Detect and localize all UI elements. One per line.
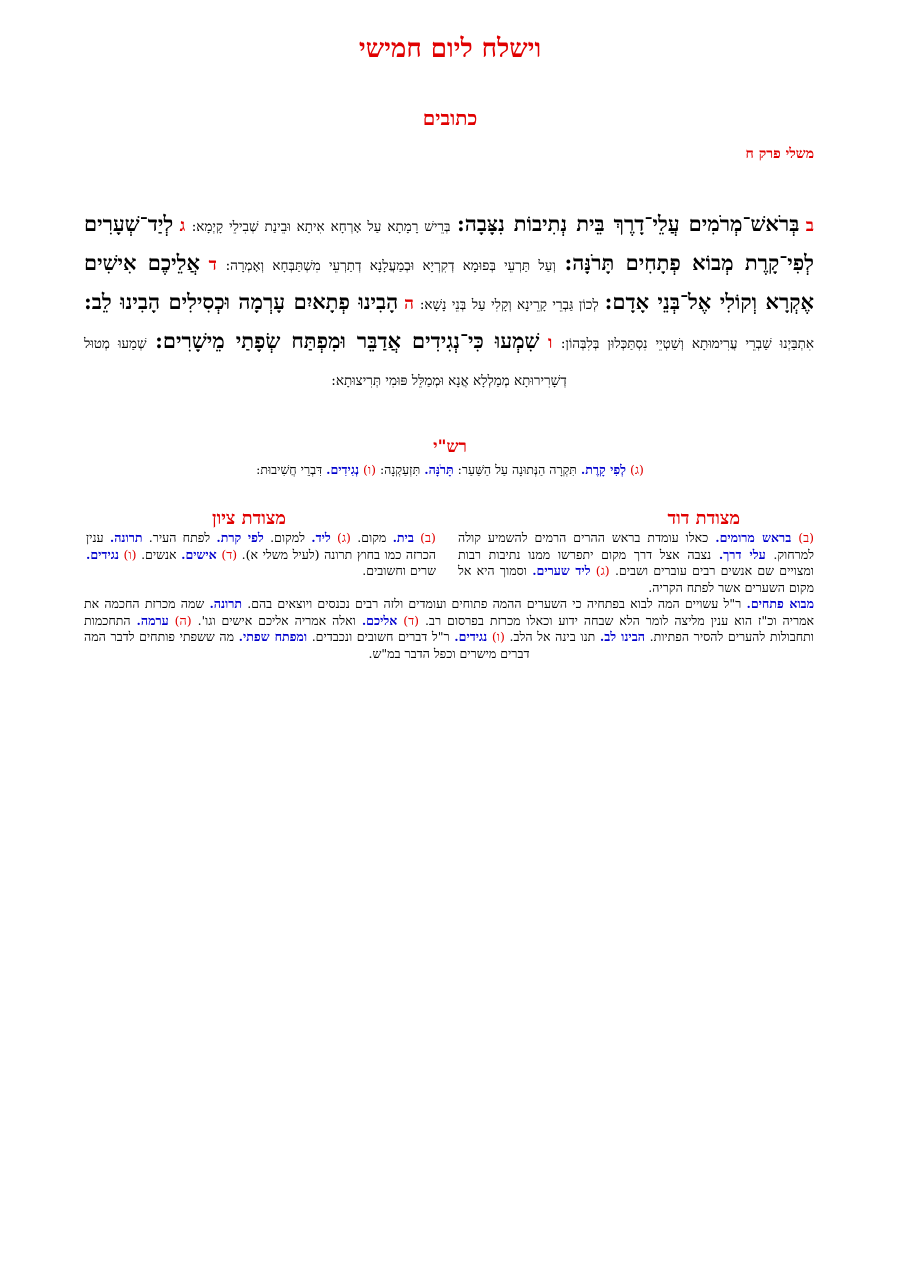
verses-block: [84, 206, 814, 399]
dibur-hamatchil: עלי דרך.: [718, 546, 766, 562]
dibur-hamatchil: מבוא פתחים.: [746, 596, 814, 611]
dibur-hamatchil: ומפתח שפתי.: [238, 629, 308, 644]
ref-number: (ג): [629, 462, 644, 477]
commentary-text: תִּזְעַקְנָה:: [379, 462, 421, 477]
verse-number: ה: [404, 294, 414, 314]
ref-number: (ג): [337, 530, 351, 545]
targum-text: אִתְבַּיְנוּ שַׁבְרֵי עֲרִימוּתָא וְשַׁטְיֵי נִסְתַּכְּלוּן בְּלִבְּהוֹן:: [560, 336, 814, 352]
rashi-commentary: [0, 462, 900, 478]
commentary-text: תנו בינה אל הלב.: [509, 629, 596, 644]
verse-number: ב: [805, 216, 814, 236]
section-heading: כתובים: [422, 106, 478, 130]
targum-text: לְכוֹן גַּבְרֵי קָרֵינָא וְקָלִי עַל בְּנֵי נָשָׁא:: [419, 297, 599, 313]
commentary-text: ואלה אמריה אליכם אישים וגו'.: [197, 612, 356, 628]
ref-number: (ו): [491, 629, 505, 644]
commentary-text: לפתח העיר.: [148, 530, 211, 545]
metzudat-zion-heading: מצודת ציון: [212, 508, 286, 529]
commentary-text: תִּקְרָה הַנְּתוּנָה עַל הַשַּׁעַר:: [457, 462, 577, 477]
commentary-text: התחכמות ותחבולות להערים להסיר הפתיות.: [84, 612, 814, 644]
commentary-text: מה ששפתי פותחים לדבר המה דברים מישרים וכפל הדבר במ"ש.: [84, 629, 530, 661]
dibur-hamatchil: בראש מרומים.: [715, 530, 792, 545]
ref-number: (ו): [123, 546, 137, 562]
commentary-text: ענין הכרזה כמו בחוץ תרונה (לעיל משלי א).: [86, 530, 436, 562]
commentary-text: נצבה אצל דרך מקום יתפרשו ממנו נתיבות רבות ומצויים שם אנשים רבים עוברים ושבים.: [458, 546, 815, 578]
rashi-heading: רש"י: [433, 437, 467, 457]
commentary-text: שרים וחשובים.: [362, 563, 436, 578]
ref-number: (ג): [595, 563, 610, 578]
commentary-text: כאלו עומדת בראש ההרים הרמים להשמיע קולה למרחוק.: [458, 530, 814, 562]
dibur-hamatchil: ליד שערים.: [532, 563, 591, 578]
targum-text: שְׁמַעוּ מְטוּל דְשָׁרִירוּתָא מְמַלְלָא אֲנָא וּמְמַלֵּל פּוּמִי תְּרִיצוּתָא:: [84, 336, 567, 389]
verse-text: לְיַד־שְׁעָרִים לְפִי־קָרֶת מְבוֹא פְתָחִים תָּרֹנָּה:: [84, 211, 814, 275]
ref-number: (ו): [363, 462, 376, 477]
dibur-hamatchil: בית.: [392, 530, 414, 545]
verse-text: בְּרֹאשׁ־מְרֹמִים עֲלֵי־דָרֶךְ בֵּית נְתִיבוֹת נִצָּבָה:: [457, 211, 800, 236]
commentary-text: דִּבְרֵי חֲשִׁיבוּת:: [256, 462, 323, 477]
metzudat-david-heading: מצודת דוד: [667, 508, 740, 529]
dibur-hamatchil: נגידים.: [86, 546, 119, 562]
ref-number: (ד): [221, 546, 238, 562]
ref-number: (ד): [403, 612, 419, 628]
ref-number: (ב): [420, 530, 436, 545]
metzudat-zion-column: [86, 530, 436, 580]
commentary-text: ר"ל עשויים המה לבוא בפתחיה כי השערים ההמה פתוחים ועומדים ולזה רבים נכנסים ויוצאים בהם.: [247, 596, 742, 611]
commentary-text: וסמוך היא אל מקום השערים אשר לפתח הקריה.: [458, 563, 814, 595]
dibur-hamatchil: לפי קרת.: [216, 530, 264, 545]
verse-text: אֲלֵיכֶם אִישִׁים אֶקְרָא וְקוֹלִי אֶל־בְּנֵי אָדָם:: [84, 250, 814, 314]
dibur-hamatchil: הבינו לב.: [599, 629, 645, 644]
verse-text: הָבִינוּ פְתָאיִם עָרְמָה וּכְסִילִים הָבִינוּ לֵב:: [84, 289, 399, 314]
commentary-text: מקום.: [357, 530, 387, 545]
dibur-hamatchil: אליכם.: [361, 612, 398, 628]
metzudat-david-column: [458, 530, 814, 596]
commentary-text: ר"ל דברים חשובים ונכבדים.: [311, 629, 450, 644]
metzudat-david-continued: [84, 596, 814, 662]
dibur-hamatchil: לְפִי קָרֶת.: [580, 462, 626, 477]
commentary-text: למקום.: [270, 530, 305, 545]
verse: [84, 328, 567, 389]
dibur-hamatchil: תרונה.: [209, 596, 243, 611]
chapter-label: משלי פרק ח: [745, 146, 814, 162]
dibur-hamatchil: ערמה.: [136, 612, 169, 628]
targum-text: בְּרֵישׁ רָמָתָא עַל אָרְחָא אִיתָא וּבֵינַת שְׁבִילֵי קָיְמָא:: [191, 219, 451, 235]
targum-text: וְעַל תַּרְעֵי בְּפוּמָא דְקִרְיָא וּבְמַעֲלָנָא דְתַרְעֵי מִשְׁתַּבְּחָא וְאָמְרָה:: [225, 258, 556, 274]
dibur-hamatchil: תרונה.: [109, 530, 143, 545]
dibur-hamatchil: נְגִידִים.: [326, 462, 360, 477]
ref-number: (ב): [798, 530, 814, 545]
verse-number: ו: [547, 333, 553, 353]
verse: [191, 211, 814, 236]
ref-number: (ה): [174, 612, 192, 628]
verse-number: ד: [208, 255, 217, 275]
verse-number: ג: [179, 216, 186, 236]
dibur-hamatchil: נגידים.: [454, 629, 488, 644]
verse-text: שִׁמְעוּ כִּי־נְגִידִים אֲדַבֵּר וּמִפְתַּח שְׂפָתַי מֵישָׁרִים:: [155, 328, 540, 353]
dibur-hamatchil: תָּרֹנָּה.: [424, 462, 454, 477]
commentary-text: שמה מכרזת החכמה את אמריה וכ"ז הוא ענין מליצה לומר הלא שבחה ידוע וכאלו מכרזת בפרסום רב.: [84, 596, 815, 628]
dibur-hamatchil: אישים.: [181, 546, 217, 562]
commentary-text: אנשים.: [141, 546, 177, 562]
page-title: וישלח ליום חמישי: [358, 34, 542, 64]
dibur-hamatchil: ליד.: [311, 530, 331, 545]
